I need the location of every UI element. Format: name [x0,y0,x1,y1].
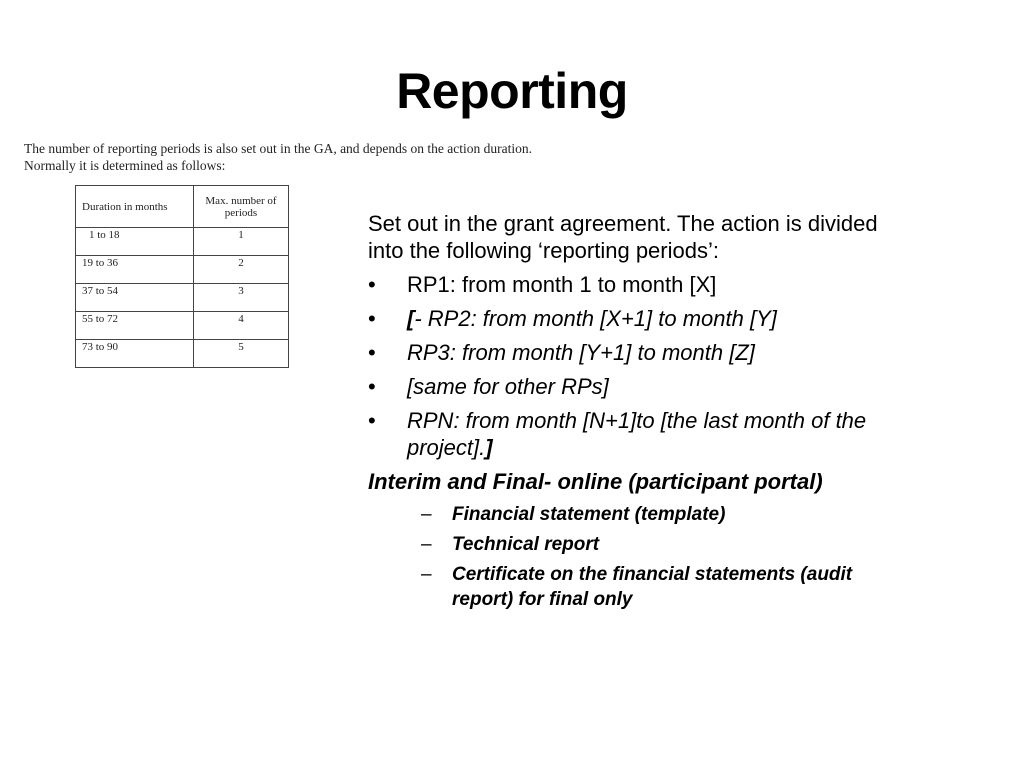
table-cell-periods: 5 [194,340,289,368]
table-header-max-periods: Max. number of periods [194,186,289,228]
table-header-row [76,186,289,228]
reporting-periods-table [75,185,289,368]
sub-item-text: Technical report [452,534,600,555]
rp2-text: - RP2: from month [X+1] to month [Y] [414,306,777,331]
dash-marker: – [421,534,432,555]
slide-body [368,210,898,617]
reporting-period-list [368,271,898,461]
table-cell-duration: 1 to 18 [76,228,194,256]
bullet-marker: • [368,374,376,399]
table-cell-duration: 19 to 36 [76,256,194,284]
list-item [421,502,898,527]
table-row [76,284,289,312]
list-item-rpn [368,407,898,461]
list-item [421,562,898,612]
table-cell-periods: 3 [194,284,289,312]
report-types-list [368,502,898,612]
list-item-rp3 [368,339,898,366]
other-rps-text: [same for other RPs] [407,374,609,399]
bullet-marker: • [368,272,376,297]
list-item-rp1 [368,271,898,298]
dash-marker: – [421,504,432,525]
rp2-open-bracket: [ [407,306,415,331]
table-cell-periods: 2 [194,256,289,284]
interim-heading: Interim and Final- online (participant portal) [368,469,823,494]
dash-marker: – [421,564,432,585]
table-row [76,340,289,368]
sub-item-text: Certificate on the financial statements (audit report) for final only [452,564,853,610]
bullet-marker: • [368,408,376,433]
sub-item-text: Financial statement (template) [452,504,726,525]
table-cell-duration: 73 to 90 [76,340,194,368]
slide-title: Reporting [396,63,628,119]
table-cell-duration: 37 to 54 [76,284,194,312]
rp1-text: RP1: from month 1 to month [X] [407,272,717,297]
intro-text [24,140,624,174]
table-row [76,312,289,340]
rpn-text: RPN: from month [N+1]to [the last month of the project]. [407,408,867,460]
intro-line-2: Normally it is determined as follows: [24,158,226,173]
body-intro: Set out in the grant agreement. The action is divided into the following ‘reporting periods’: [368,211,878,263]
list-item-other [368,373,898,400]
rp3-text: RP3: from month [Y+1] to month [Z] [407,340,755,365]
bullet-marker: • [368,306,376,331]
table-row [76,228,289,256]
table-cell-periods: 1 [194,228,289,256]
list-item [421,532,898,557]
table-row [76,256,289,284]
bullet-marker: • [368,340,376,365]
table-cell-periods: 4 [194,312,289,340]
intro-line-1: The number of reporting periods is also set out in the GA, and depends on the action duration. [24,141,533,156]
table-cell-duration: 55 to 72 [76,312,194,340]
table-header-duration: Duration in months [76,186,194,228]
rpn-close-bracket: ] [485,435,493,460]
list-item-rp2 [368,305,898,332]
